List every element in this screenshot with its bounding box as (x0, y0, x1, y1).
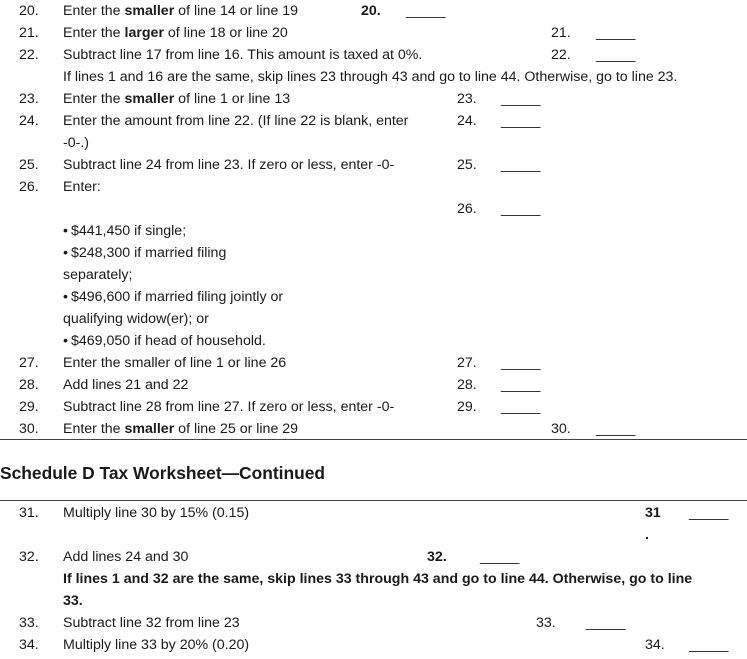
line-26-answer (0, 198, 747, 220)
line-25 (0, 154, 747, 176)
line-number: 21. (19, 25, 39, 41)
line-number: 24. (19, 113, 39, 129)
line-text: Enter the smaller of line 14 or line 19 (63, 3, 299, 19)
answer-blank[interactable]: _____ (596, 47, 636, 63)
line-number: 26. (19, 179, 39, 195)
answer-blank[interactable]: _____ (689, 505, 729, 521)
line-26 (0, 176, 747, 198)
line-text: Multiply line 30 by 15% (0.15) (63, 505, 250, 521)
line-22 (0, 44, 747, 66)
line-ref: 28. (457, 377, 477, 393)
line-21 (0, 22, 747, 44)
line-ref: 31 (645, 505, 661, 521)
line-text: Add lines 24 and 30 (63, 549, 189, 565)
option-head-of-household: • $469,050 if head of household. (63, 330, 266, 352)
option-continued: qualifying widow(er); or (63, 311, 209, 327)
line-number: 28. (19, 377, 39, 393)
section-divider (0, 439, 747, 440)
line-ref: 25. (457, 157, 477, 173)
line-31 (0, 502, 747, 524)
answer-blank[interactable]: _____ (501, 377, 541, 393)
answer-blank[interactable]: _____ (596, 25, 636, 41)
answer-blank[interactable]: _____ (480, 549, 520, 565)
option-single: • $441,450 if single; (63, 220, 186, 242)
line-number: 22. (19, 47, 39, 63)
answer-blank[interactable]: _____ (501, 113, 541, 129)
section-divider (0, 500, 747, 501)
line-text: Enter the smaller of line 25 or line 29 (63, 421, 299, 437)
line-30 (0, 418, 747, 440)
line-ref: 27. (457, 355, 477, 371)
answer-blank[interactable]: _____ (501, 399, 541, 415)
line-23 (0, 88, 747, 110)
answer-blank[interactable]: _____ (586, 615, 626, 631)
line-number: 23. (19, 91, 39, 107)
answer-blank[interactable]: _____ (689, 637, 729, 653)
line-text: Subtract line 24 from line 23. If zero or less, enter -0- (63, 157, 395, 173)
instruction-note-continued: 33. (63, 593, 83, 609)
line-text: Subtract line 28 from line 27. If zero or less, enter -0- (63, 399, 395, 415)
answer-blank[interactable]: _____ (501, 201, 541, 217)
answer-blank[interactable]: _____ (501, 355, 541, 371)
line-ref: 30. (551, 421, 571, 437)
line-number: 34. (19, 637, 39, 653)
line-number: 25. (19, 157, 39, 173)
line-20 (0, 0, 747, 22)
line-ref-period: . (645, 527, 649, 543)
line-number: 31. (19, 505, 39, 521)
option-continued: separately; (63, 267, 133, 283)
line-number: 29. (19, 399, 39, 415)
line-text: Enter the amount from line 22. (If line 22 is blank, enter (63, 113, 409, 129)
answer-blank[interactable]: _____ (501, 91, 541, 107)
answer-blank[interactable]: _____ (596, 421, 636, 437)
line-text: Subtract line 32 from line 23 (63, 615, 240, 631)
line-ref: 26. (457, 201, 477, 217)
line-ref: 23. (457, 91, 477, 107)
line-text: Enter: (63, 179, 101, 195)
line-text: Enter the larger of line 18 or line 20 (63, 25, 288, 41)
line-ref: 29. (457, 399, 477, 415)
line-number: 32. (19, 549, 39, 565)
line-text: Enter the smaller of line 1 or line 13 (63, 91, 291, 107)
line-text: Subtract line 17 from line 16. This amount is taxed at 0%. (63, 47, 423, 63)
answer-blank[interactable]: _____ (501, 157, 541, 173)
section-heading: Schedule D Tax Worksheet—Continued (0, 463, 325, 483)
line-ref: 21. (551, 25, 571, 41)
line-32 (0, 546, 747, 568)
line-24 (0, 110, 747, 132)
line-ref: 24. (457, 113, 477, 129)
line-33 (0, 612, 747, 634)
line-text: Enter the smaller of line 1 or line 26 (63, 355, 287, 371)
line-27 (0, 352, 747, 374)
line-number: 27. (19, 355, 39, 371)
line-ref: 22. (551, 47, 571, 63)
line-text: Add lines 21 and 22 (63, 377, 189, 393)
line-ref: 33. (536, 615, 556, 631)
line-ref: 34. (645, 637, 665, 653)
answer-blank[interactable]: _____ (406, 3, 446, 19)
line-31-ref-continued (0, 524, 747, 546)
line-number: 33. (19, 615, 39, 631)
option-married-jointly: • $496,600 if married filing jointly or (63, 286, 283, 308)
instruction-note: If lines 1 and 32 are the same, skip lines 33 through 43 and go to line 44. Otherwise, go to line (63, 571, 693, 587)
line-number: 20. (19, 3, 39, 19)
line-34 (0, 634, 747, 656)
line-ref: 20. (361, 3, 381, 19)
line-text-continued: -0-.) (63, 135, 90, 151)
line-28 (0, 374, 747, 396)
instruction-note: If lines 1 and 16 are the same, skip lines 23 through 43 and go to line 44. Otherwise, go to line 23. (63, 69, 678, 85)
line-text: Multiply line 33 by 20% (0.20) (63, 637, 250, 653)
option-married-separately: • $248,300 if married filing (63, 242, 226, 264)
line-number: 30. (19, 421, 39, 437)
line-ref: 32. (427, 549, 447, 565)
line-29 (0, 396, 747, 418)
